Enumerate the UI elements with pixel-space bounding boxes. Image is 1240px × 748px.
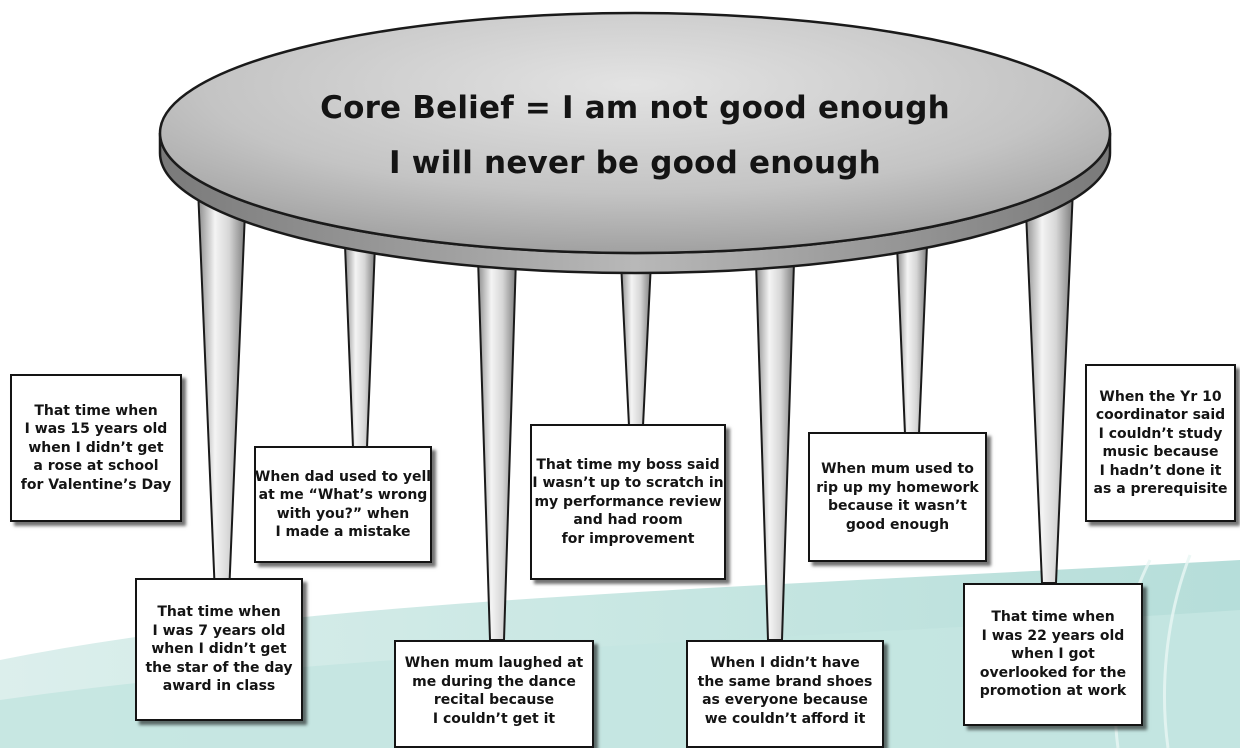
table-leg-2 [345, 245, 375, 448]
table-leg-5 [756, 262, 794, 640]
table-top [160, 13, 1110, 253]
memory-note-dad-yelling: When dad used to yell at me “What’s wrong with you?” when I made a mistake [254, 446, 432, 563]
memory-note-brand-shoes: When I didn’t have the same brand shoes as everyone because we couldn’t afford it [686, 640, 884, 748]
memory-note-performance-review: That time my boss said I wasn’t up to scratch in my performance review and had room for improvement [530, 424, 726, 580]
memory-note-star-of-the-day: That time when I was 7 years old when I didn’t get the star of the day award in class [135, 578, 303, 721]
memory-note-dance-recital: When mum laughed at me during the dance recital because I couldn’t get it [394, 640, 594, 748]
table-leg-1 [199, 200, 246, 595]
table-leg-3 [478, 258, 516, 640]
table-leg-6 [897, 245, 927, 434]
memory-note-promotion: That time when I was 22 years old when I got overlooked for the promotion at work [963, 583, 1143, 726]
core-belief-subtitle: I will never be good enough [389, 145, 881, 181]
memory-note-valentines-rose: That time when I was 15 years old when I didn’t get a rose at school for Valentine’s Day [10, 374, 182, 522]
table-leg-7 [1026, 200, 1073, 583]
memory-note-yr10-music: When the Yr 10 coordinator said I couldn’t study music because I hadn’t done it as a prerequisite [1085, 364, 1236, 522]
table-leg-4 [621, 262, 651, 426]
memory-note-ripped-homework: When mum used to rip up my homework because it wasn’t good enough [808, 432, 987, 562]
core-belief-title: Core Belief = I am not good enough [320, 90, 950, 126]
